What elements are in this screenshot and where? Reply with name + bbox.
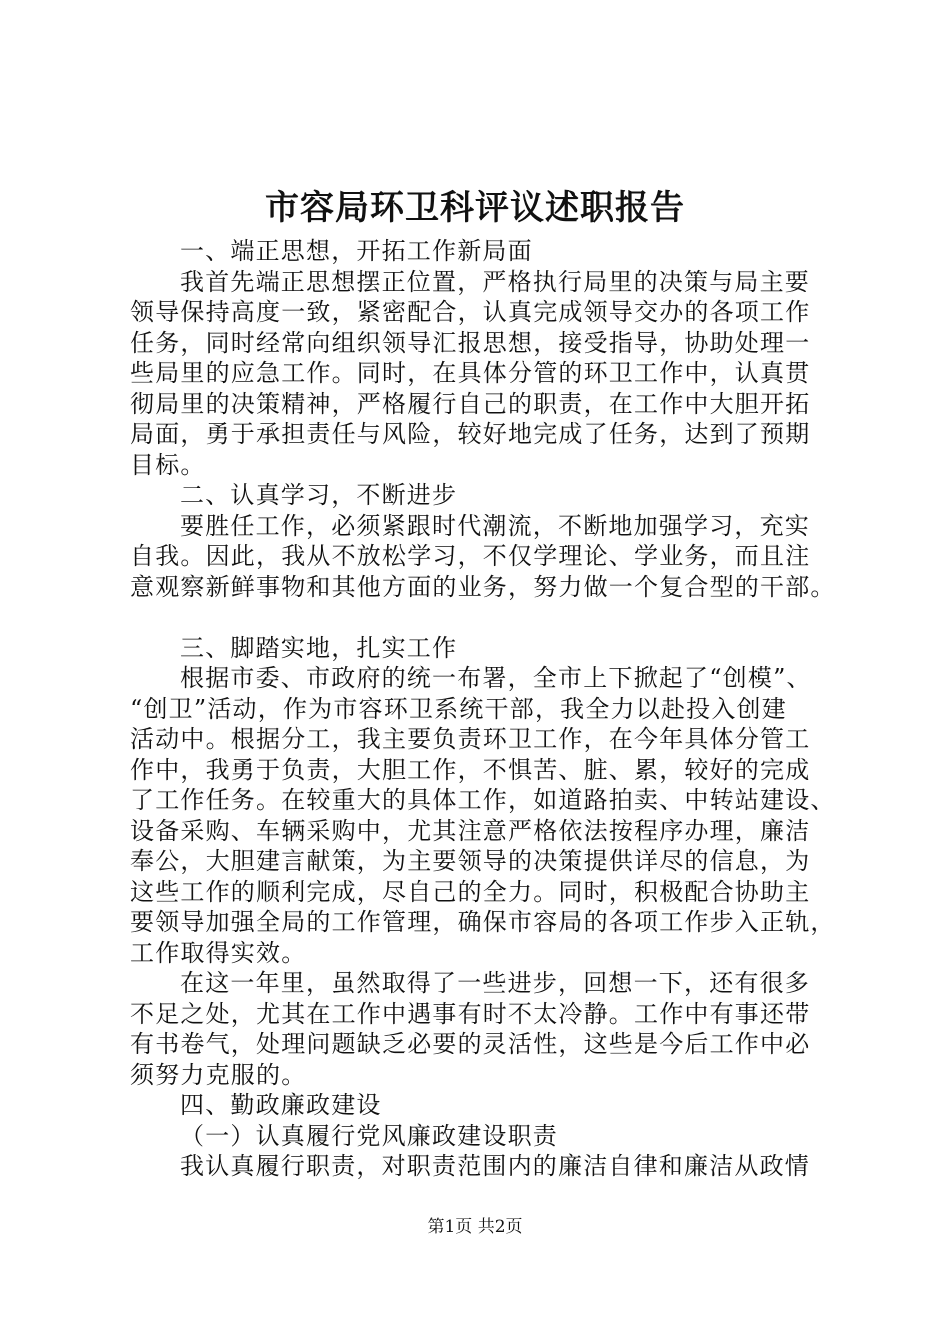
document-title: 市容局环卫科评议述职报告 bbox=[265, 188, 685, 228]
text-line: 奉公，大胆建言献策，为主要领导的决策提供详尽的信息，为 bbox=[130, 847, 811, 875]
text-line: 不足之处，尤其在工作中遇事有时不太冷静。工作中有事还带 bbox=[130, 999, 811, 1028]
text-line: 要胜任工作，必须紧跟时代潮流，不断地加强学习，充实 bbox=[180, 511, 810, 540]
text-line: 这些工作的顺利完成，尽自己的全力。同时，积极配合协助主 bbox=[130, 877, 811, 906]
text-line: 彻局里的决策精神，严格履行自己的职责，在工作中大胆开拓 bbox=[130, 389, 811, 418]
text-line: 我首先端正思想摆正位置，严格执行局里的决策与局主要 bbox=[180, 267, 810, 296]
text-line: 了工作任务。在较重大的具体工作，如道路拍卖、中转站建设、 bbox=[130, 786, 836, 814]
text-line: 有书卷气，处理问题缺乏必要的灵活性，这些是今后工作中必 bbox=[130, 1030, 811, 1058]
text-line: 作中，我勇于负责，大胆工作，不惧苦、脏、累，较好的完成 bbox=[130, 755, 811, 784]
text-line: 要领导加强全局的工作管理，确保市容局的各项工作步入正轨， bbox=[130, 908, 836, 936]
text-line: “创卫”活动，作为市容环卫系统干部，我全力以赴投入创建 bbox=[130, 694, 787, 723]
text-line: 目标。 bbox=[130, 450, 206, 479]
text-line: 局面，勇于承担责任与风险，较好地完成了任务，达到了预期 bbox=[130, 420, 811, 448]
text-line: 三、脚踏实地，扎实工作 bbox=[180, 633, 458, 662]
text-line: 一、端正思想，开拓工作新局面 bbox=[180, 237, 533, 265]
text-line: 设备采购、车辆采购中，尤其注意严格依法按程序办理，廉洁 bbox=[130, 816, 811, 845]
text-line: 领导保持高度一致，紧密配合，认真完成领导交办的各项工作 bbox=[130, 298, 811, 326]
document-body bbox=[130, 236, 840, 1182]
text-line: 活动中。根据分工，我主要负责环卫工作，在今年具体分管工 bbox=[130, 725, 811, 753]
text-line: 须努力克服的。 bbox=[130, 1060, 307, 1089]
text-line: 我认真履行职责，对职责范围内的廉洁自律和廉洁从政情 bbox=[180, 1152, 810, 1180]
page-footer: 第1页 共2页 bbox=[427, 1217, 523, 1237]
text-line: 任务，同时经常向组织领导汇报思想，接受指导，协助处理一 bbox=[130, 328, 811, 357]
text-line: 在这一年里，虽然取得了一些进步，回想一下，还有很多 bbox=[180, 969, 810, 997]
text-line: 自我。因此，我从不放松学习，不仅学理论、学业务，而且注 bbox=[130, 542, 811, 570]
text-line: 些局里的应急工作。同时，在具体分管的环卫工作中，认真贯 bbox=[130, 359, 811, 387]
text-line: 根据市委、市政府的统一布署，全市上下掀起了“创模”、 bbox=[180, 664, 812, 692]
text-line: 意观察新鲜事物和其他方面的业务，努力做一个复合型的干部。 bbox=[130, 572, 836, 601]
text-line: 二、认真学习，不断进步 bbox=[180, 481, 458, 509]
text-line: （一）认真履行党风廉政建设职责 bbox=[180, 1121, 558, 1150]
text-line: 四、勤政廉政建设 bbox=[180, 1091, 382, 1119]
blank-line bbox=[130, 602, 840, 633]
text-line: 工作取得实效。 bbox=[130, 938, 307, 967]
